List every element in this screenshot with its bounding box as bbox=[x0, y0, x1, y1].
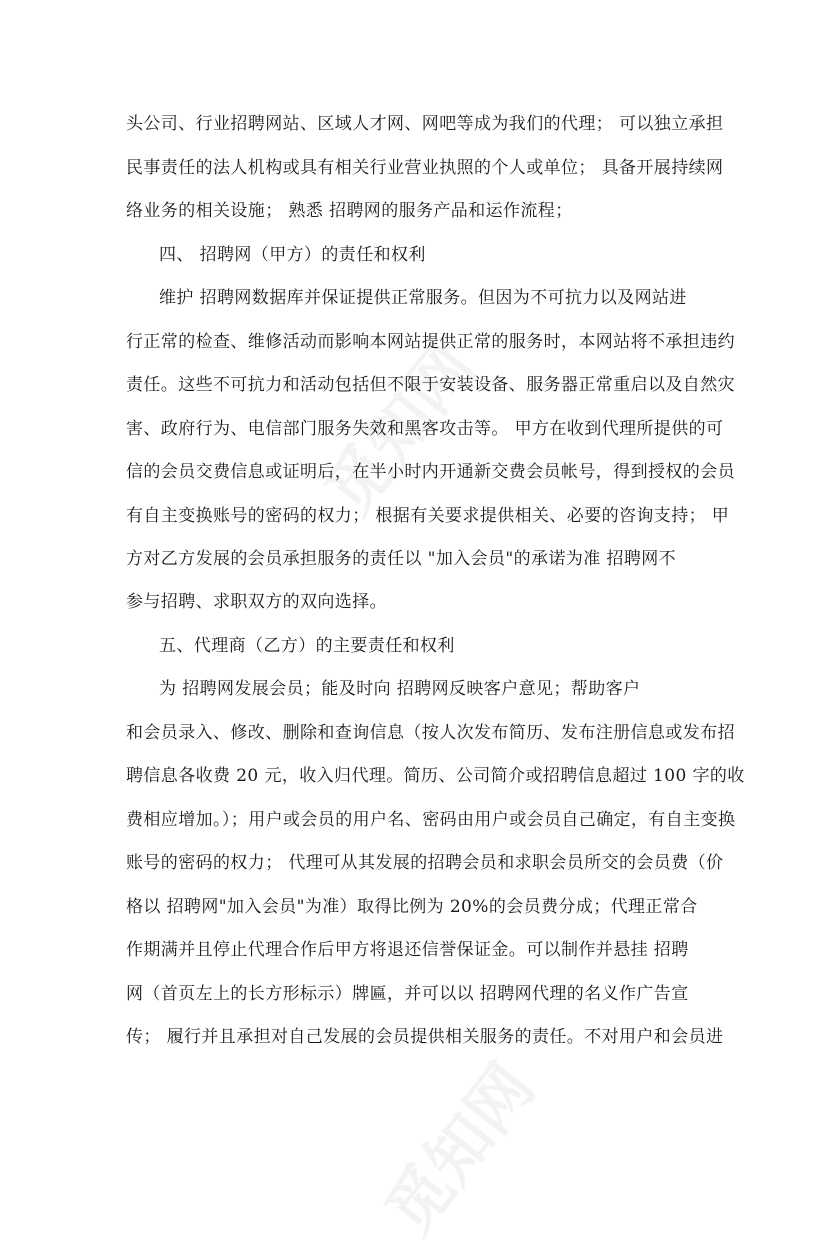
section-heading: 四、 招聘网（甲方）的责任和权利 bbox=[159, 245, 426, 265]
body-text-line: 聘信息各收费 20 元，收入归代理。简历、公司简介或招聘信息超过 100 字的收 bbox=[126, 766, 745, 786]
body-text-line: 头公司、行业招聘网站、区域人才网、网吧等成为我们的代理； 可以独立承担 bbox=[126, 114, 724, 134]
body-text-line: 为 招聘网发展会员；能及时向 招聘网反映客户意见；帮助客户 bbox=[159, 679, 641, 699]
body-text-line: 行正常的检查、维修活动而影响本网站提供正常的服务时，本网站将不承担违约 bbox=[126, 332, 735, 352]
body-text-line: 账号的密码的权力； 代理可从其发展的招聘会员和求职会员所交的会员费（价 bbox=[126, 853, 724, 873]
body-text-line: 方对乙方发展的会员承担服务的责任以 "加入会员"的承诺为准 招聘网不 bbox=[126, 549, 677, 569]
body-text-line: 有自主变换账号的密码的权力； 根据有关要求提供相关、必要的咨询支持； 甲 bbox=[126, 506, 730, 526]
body-text-line: 信的会员交费信息或证明后，在半小时内开通新交费会员帐号，得到授权的会员 bbox=[126, 462, 735, 482]
body-text-line: 络业务的相关设施； 熟悉 招聘网的服务产品和运作流程； bbox=[126, 201, 573, 221]
body-text-line: 参与招聘、求职双方的双向选择。 bbox=[126, 592, 387, 612]
body-text-line: 传； 履行并且承担对自己发展的会员提供相关服务的责任。不对用户和会员进 bbox=[126, 1027, 724, 1047]
watermark: 觅知网 bbox=[312, 331, 489, 529]
body-text-line: 责任。这些不可抗力和活动包括但不限于安装设备、服务器正常重启以及自然灾 bbox=[126, 375, 735, 395]
body-text-line: 格以 招聘网"加入会员"为准）取得比例为 20%的会员费分成；代理正常合 bbox=[126, 897, 698, 917]
body-text-line: 网（首页左上的长方形标示）牌匾，并可以以 招聘网代理的名义作广告宣 bbox=[126, 984, 689, 1004]
body-text-line: 费相应增加。）；用户或会员的用户名、密码由用户或会员自己确定，有自主变换 bbox=[126, 810, 736, 830]
body-text-line: 害、政府行为、电信部门服务失效和黑客攻击等。 甲方在收到代理所提供的可 bbox=[126, 419, 724, 439]
section-heading: 五、代理商（乙方）的主要责任和权利 bbox=[159, 636, 455, 656]
body-text-line: 作期满并且停止代理合作后甲方将退还信誉保证金。可以制作并悬挂 招聘 bbox=[126, 940, 689, 960]
body-text-line: 民事责任的法人机构或具有相关行业营业执照的个人或单位； 具备开展持续网 bbox=[126, 158, 724, 178]
body-text-line: 和会员录入、修改、删除和查询信息（按人次发布简历、发布注册信息或发布招 bbox=[126, 723, 735, 743]
watermark: 觅知网 bbox=[372, 1051, 549, 1249]
body-text-line: 维护 招聘网数据库并保证提供正常服务。但因为不可抗力以及网站进 bbox=[159, 288, 687, 308]
